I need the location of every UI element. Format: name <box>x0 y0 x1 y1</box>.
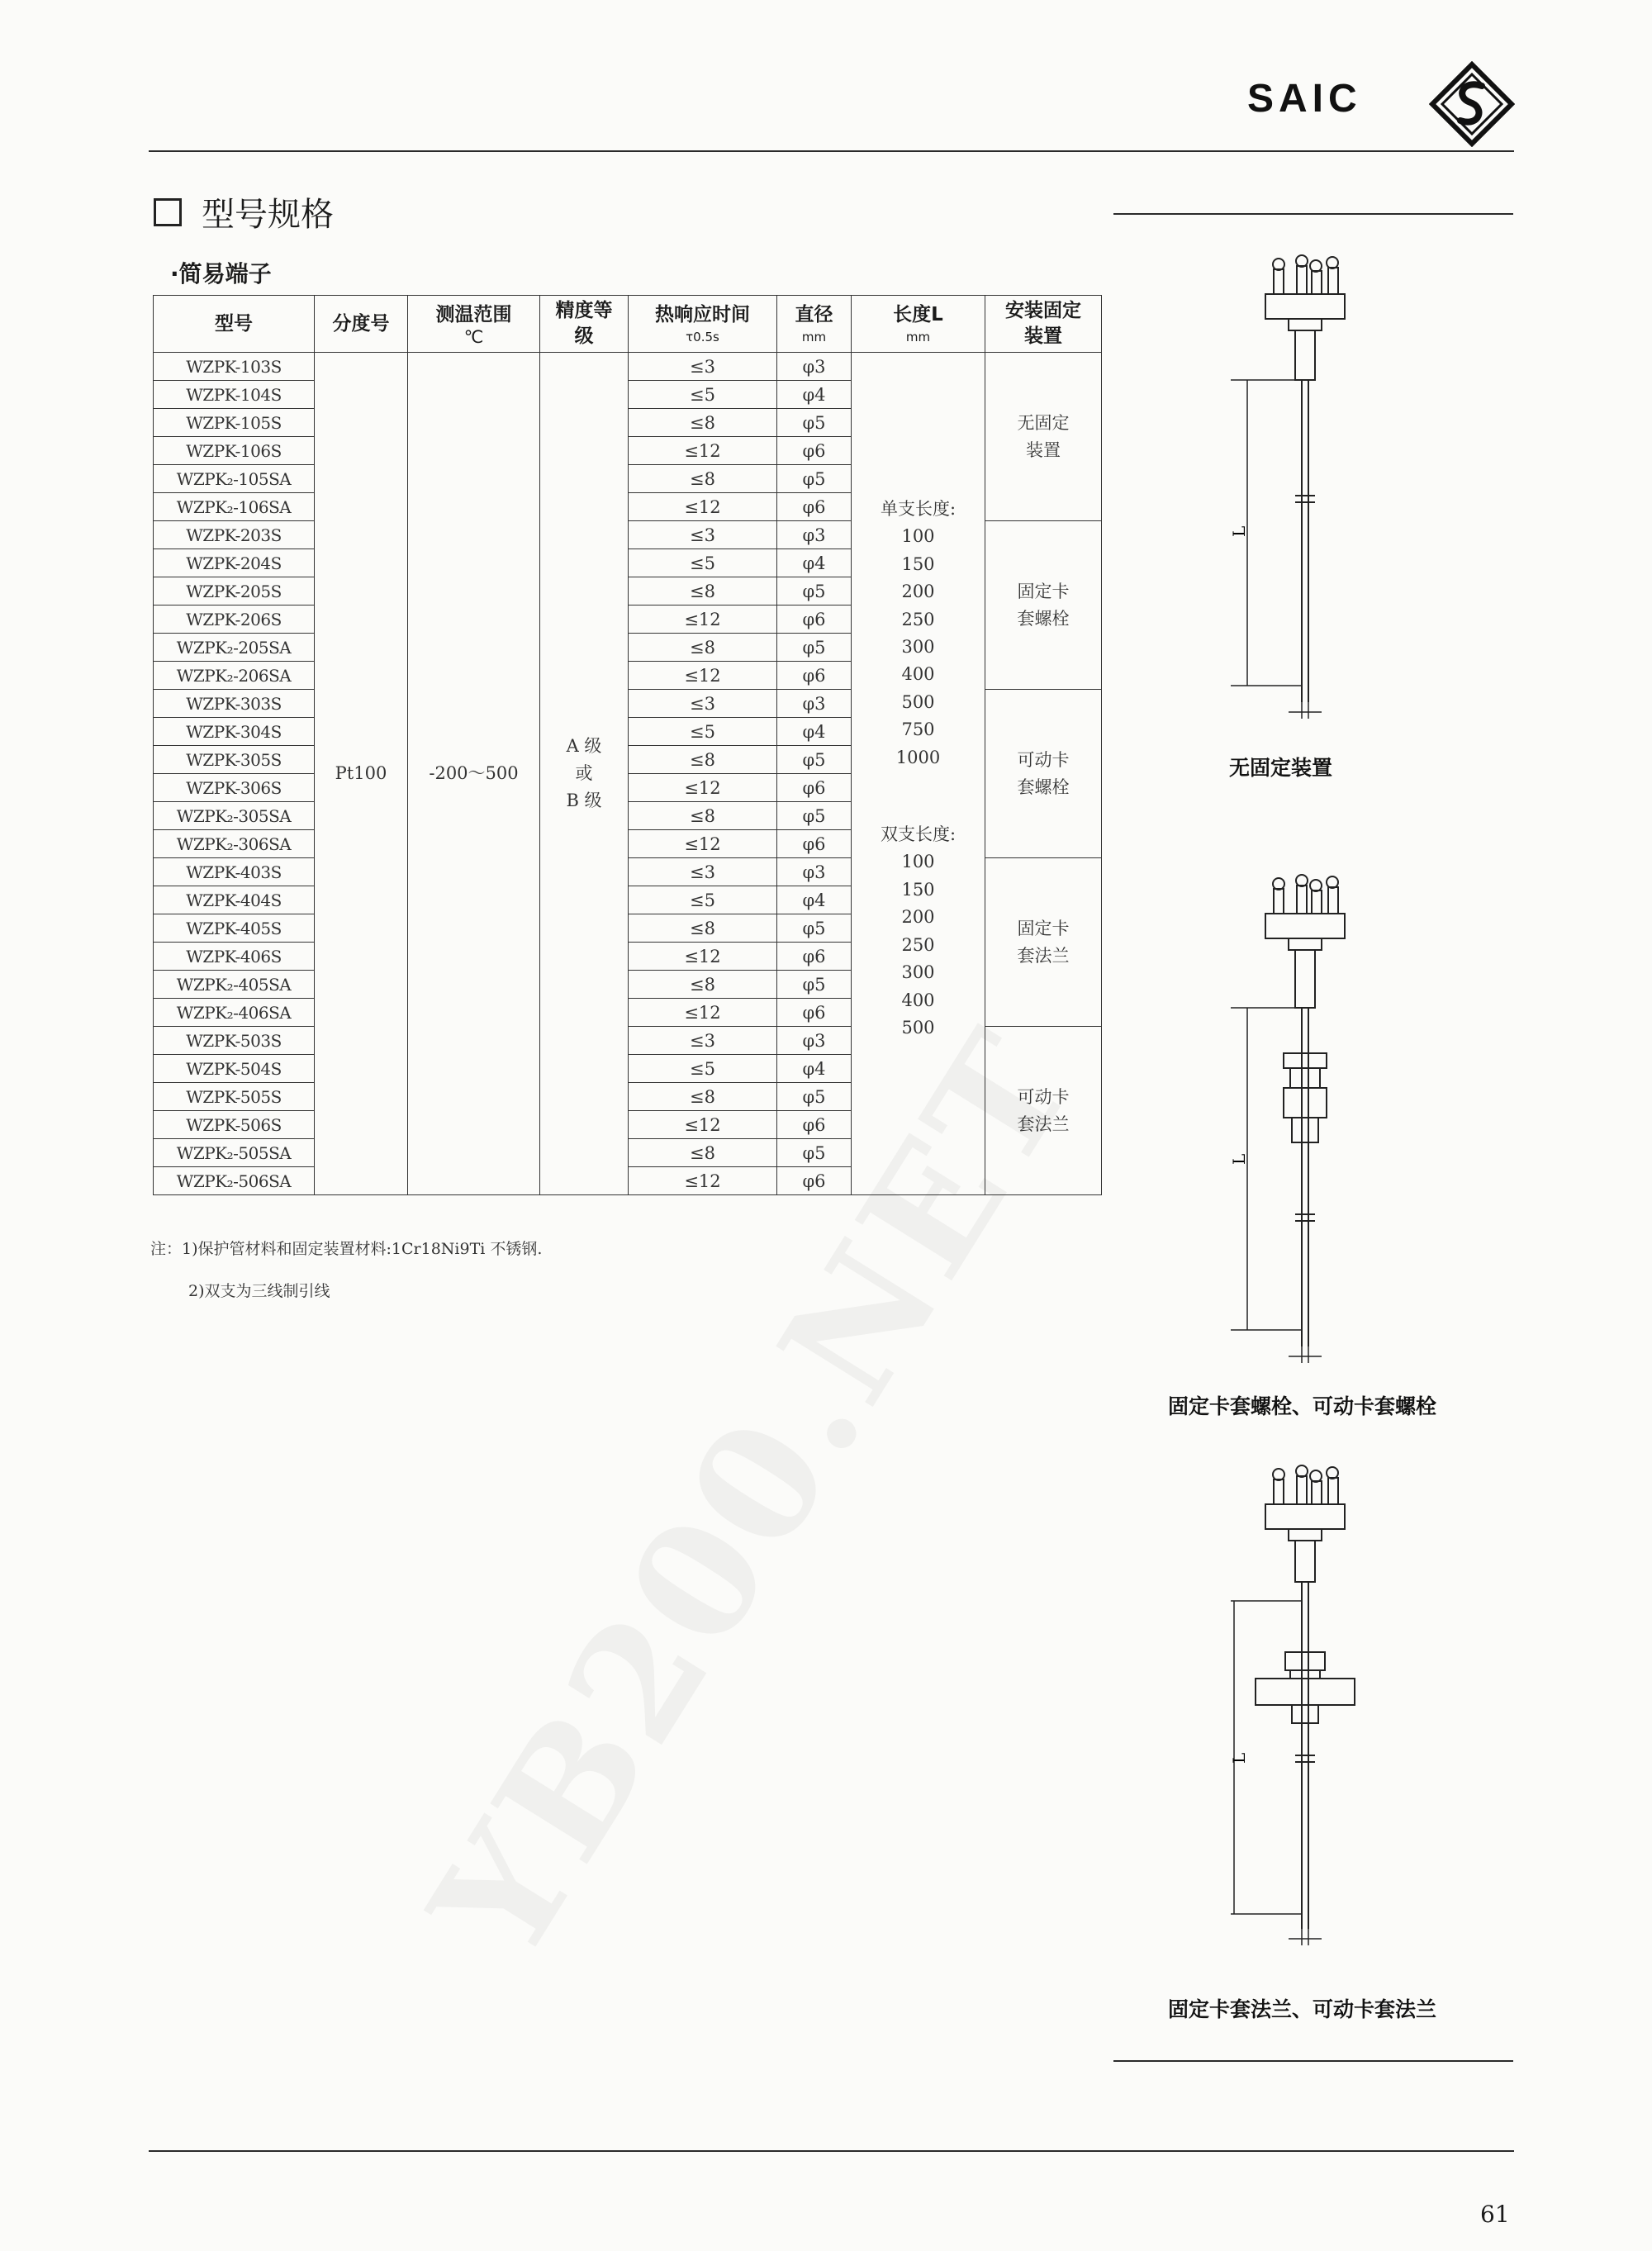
mounting-line: 套法兰 <box>1017 945 1070 966</box>
accuracy-cell <box>540 353 629 1195</box>
response-cell: ≤12 <box>629 662 777 690</box>
model-cell: WZPK-505S <box>154 1083 315 1111</box>
response-cell: ≤5 <box>629 381 777 409</box>
header-mounting: 安装固定装置 <box>985 296 1102 353</box>
header-response <box>629 296 777 353</box>
response-cell: ≤8 <box>629 971 777 999</box>
response-cell: ≤3 <box>629 1027 777 1055</box>
length-single-value: 300 <box>901 637 935 658</box>
header-range <box>408 296 540 353</box>
accuracy-line: B 级 <box>566 791 602 810</box>
mounting-line: 套螺栓 <box>1017 608 1070 629</box>
model-cell: WZPK₂-405SA <box>154 971 315 999</box>
diameter-cell: φ5 <box>777 465 852 493</box>
model-cell: WZPK-304S <box>154 718 315 746</box>
response-cell: ≤3 <box>629 858 777 886</box>
header-length-label: 长度L <box>893 303 943 325</box>
diameter-cell: φ5 <box>777 971 852 999</box>
figure-bolt-fitting-drawing <box>1222 867 1388 1363</box>
model-cell: WZPK-106S <box>154 437 315 465</box>
diameter-cell: φ4 <box>777 549 852 577</box>
figure-1-caption: 无固定装置 <box>1229 756 1333 780</box>
length-single-value: 150 <box>901 553 935 574</box>
response-cell: ≤3 <box>629 353 777 381</box>
diameter-cell: φ5 <box>777 802 852 830</box>
brand-name: SAIC <box>1247 77 1362 121</box>
response-cell: ≤5 <box>629 549 777 577</box>
mounting-line: 固定卡 <box>1017 918 1070 938</box>
model-cell: WZPK-203S <box>154 521 315 549</box>
diameter-cell: φ4 <box>777 1055 852 1083</box>
diameter-cell: φ5 <box>777 914 852 943</box>
model-cell: WZPK-303S <box>154 690 315 718</box>
diameter-cell: φ6 <box>777 662 852 690</box>
length-single-value: 250 <box>901 609 935 629</box>
response-cell: ≤8 <box>629 465 777 493</box>
length-double-value: 200 <box>901 907 935 928</box>
accuracy-line: A 级 <box>566 736 602 756</box>
diameter-cell: φ3 <box>777 858 852 886</box>
response-cell: ≤8 <box>629 577 777 605</box>
header-response-unit: τ0.5s <box>686 329 719 344</box>
response-cell: ≤8 <box>629 914 777 943</box>
response-cell: ≤12 <box>629 999 777 1027</box>
length-double-label: 双支长度: <box>880 824 957 845</box>
length-single-value: 750 <box>901 719 935 740</box>
length-cell <box>852 353 985 1195</box>
mounting-line: 套法兰 <box>1017 1114 1070 1134</box>
model-cell: WZPK-406S <box>154 943 315 971</box>
figure-flange-fitting-drawing <box>1222 1458 1388 1945</box>
model-cell: WZPK-503S <box>154 1027 315 1055</box>
mounting-cell <box>985 858 1102 1027</box>
model-cell: WZPK₂-506SA <box>154 1167 315 1195</box>
model-cell: WZPK₂-406SA <box>154 999 315 1027</box>
model-cell: WZPK-405S <box>154 914 315 943</box>
spec-table-body <box>154 353 1102 1195</box>
model-cell: WZPK-403S <box>154 858 315 886</box>
mounting-line: 套螺栓 <box>1017 776 1070 797</box>
response-cell: ≤5 <box>629 1055 777 1083</box>
response-cell: ≤12 <box>629 437 777 465</box>
header-length-unit: mm <box>905 329 931 344</box>
response-cell: ≤8 <box>629 802 777 830</box>
response-cell: ≤5 <box>629 718 777 746</box>
mounting-line: 可动卡 <box>1017 749 1070 770</box>
model-cell: WZPK-206S <box>154 605 315 634</box>
response-cell: ≤3 <box>629 690 777 718</box>
diameter-cell: φ3 <box>777 353 852 381</box>
figure-2-caption: 固定卡套螺栓、可动卡套螺栓 <box>1168 1394 1437 1418</box>
model-cell: WZPK₂-505SA <box>154 1139 315 1167</box>
footer-rule <box>149 2150 1514 2152</box>
diameter-cell: φ5 <box>777 1083 852 1111</box>
figure-1-dim-label: L <box>1229 525 1249 537</box>
model-cell: WZPK-506S <box>154 1111 315 1139</box>
model-cell: WZPK-103S <box>154 353 315 381</box>
header-diameter-label: 直径 <box>795 303 833 325</box>
mounting-line: 无固定 <box>1017 412 1070 433</box>
diameter-cell: φ5 <box>777 634 852 662</box>
model-cell: WZPK-306S <box>154 774 315 802</box>
mounting-cell <box>985 690 1102 858</box>
mounting-cell <box>985 1027 1102 1195</box>
diameter-cell: φ6 <box>777 830 852 858</box>
response-cell: ≤8 <box>629 409 777 437</box>
diameter-cell: φ3 <box>777 690 852 718</box>
diameter-cell: φ6 <box>777 999 852 1027</box>
response-cell: ≤8 <box>629 746 777 774</box>
mounting-line: 固定卡 <box>1017 581 1070 601</box>
accuracy-line: 或 <box>575 763 593 783</box>
length-spacer <box>852 353 985 496</box>
diameter-cell: φ5 <box>777 746 852 774</box>
length-single-value: 400 <box>901 664 935 685</box>
diameter-cell: φ5 <box>777 409 852 437</box>
response-cell: ≤12 <box>629 943 777 971</box>
response-cell: ≤8 <box>629 1139 777 1167</box>
model-cell: WZPK-205S <box>154 577 315 605</box>
length-double-value: 400 <box>901 990 935 1010</box>
length-single-value: 1000 <box>895 747 941 767</box>
note-1: 注：1)保护管材料和固定装置材料:1Cr18Ni9Ti 不锈钢. <box>150 1240 543 1258</box>
length-double-value: 150 <box>901 879 935 900</box>
response-cell: ≤12 <box>629 1111 777 1139</box>
length-single-value: 100 <box>901 526 935 547</box>
model-cell: WZPK-204S <box>154 549 315 577</box>
section-title <box>154 188 334 235</box>
response-cell: ≤12 <box>629 830 777 858</box>
header-rule <box>149 150 1514 152</box>
table-row <box>154 353 1102 381</box>
diameter-cell: φ6 <box>777 943 852 971</box>
header-diameter <box>777 296 852 353</box>
model-cell: WZPK-404S <box>154 886 315 914</box>
header-model: 型号 <box>154 296 315 353</box>
response-cell: ≤12 <box>629 605 777 634</box>
length-single-label: 单支长度: <box>880 499 957 519</box>
section-title-text: 型号规格 <box>202 196 334 234</box>
spec-table <box>153 295 1102 1195</box>
saic-emblem-icon <box>1429 61 1515 147</box>
response-cell: ≤8 <box>629 634 777 662</box>
figure-3-caption: 固定卡套法兰、可动卡套法兰 <box>1168 1997 1437 2021</box>
diameter-cell: φ6 <box>777 605 852 634</box>
header-accuracy: 精度等级 <box>540 296 629 353</box>
length-gap <box>852 772 985 821</box>
diameter-cell: φ6 <box>777 1111 852 1139</box>
model-cell: WZPK₂-105SA <box>154 465 315 493</box>
length-double-value: 500 <box>901 1017 935 1038</box>
note-2: 2)双支为三线制引线 <box>188 1282 330 1300</box>
mounting-line: 装置 <box>1026 439 1061 460</box>
diameter-cell: φ6 <box>777 1167 852 1195</box>
graduation-cell: Pt100 <box>315 353 408 1195</box>
diameter-cell: φ4 <box>777 718 852 746</box>
model-cell: WZPK-504S <box>154 1055 315 1083</box>
mounting-cell <box>985 353 1102 521</box>
diameter-cell: φ6 <box>777 437 852 465</box>
subsection-title: ·简易端子 <box>170 260 272 287</box>
length-double-value: 250 <box>901 934 935 955</box>
diameter-cell: φ4 <box>777 381 852 409</box>
model-cell: WZPK₂-305SA <box>154 802 315 830</box>
diameter-cell: φ5 <box>777 1139 852 1167</box>
diameter-cell: φ6 <box>777 774 852 802</box>
range-cell: -200～500 <box>408 353 540 1195</box>
header-range-label: 测温范围 <box>435 303 512 325</box>
model-cell: WZPK-105S <box>154 409 315 437</box>
table-header-row <box>154 296 1102 353</box>
response-cell: ≤12 <box>629 774 777 802</box>
model-cell: WZPK₂-106SA <box>154 493 315 521</box>
length-double-value: 100 <box>901 852 935 872</box>
header-response-label: 热响应时间 <box>655 303 750 325</box>
mounting-cell <box>985 521 1102 690</box>
model-cell: WZPK-104S <box>154 381 315 409</box>
length-single-value: 200 <box>901 582 935 602</box>
figure-bottom-rule <box>1113 2060 1513 2062</box>
response-cell: ≤8 <box>629 1083 777 1111</box>
model-cell: WZPK₂-206SA <box>154 662 315 690</box>
header-diameter-unit: mm <box>801 329 827 344</box>
model-cell: WZPK₂-306SA <box>154 830 315 858</box>
length-single-value: 500 <box>901 691 935 712</box>
figure-3-dim-label: L <box>1229 1752 1249 1764</box>
response-cell: ≤12 <box>629 1167 777 1195</box>
diameter-cell: φ4 <box>777 886 852 914</box>
header-range-unit: ℃ <box>463 326 484 347</box>
figure-top-rule <box>1113 213 1513 215</box>
length-double-value: 300 <box>901 962 935 983</box>
response-cell: ≤12 <box>629 493 777 521</box>
diameter-cell: φ3 <box>777 521 852 549</box>
figure-2-dim-label: L <box>1229 1153 1249 1165</box>
model-cell: WZPK₂-205SA <box>154 634 315 662</box>
diameter-cell: φ5 <box>777 577 852 605</box>
checkbox-square-icon <box>154 198 182 226</box>
diameter-cell: φ3 <box>777 1027 852 1055</box>
header-graduation: 分度号 <box>315 296 408 353</box>
diameter-cell: φ6 <box>777 493 852 521</box>
model-cell: WZPK-305S <box>154 746 315 774</box>
figure-no-fixing-drawing <box>1222 248 1388 719</box>
header-length <box>852 296 985 353</box>
response-cell: ≤3 <box>629 521 777 549</box>
page-number: 61 <box>1480 2201 1510 2228</box>
mounting-line: 可动卡 <box>1017 1086 1070 1107</box>
response-cell: ≤5 <box>629 886 777 914</box>
